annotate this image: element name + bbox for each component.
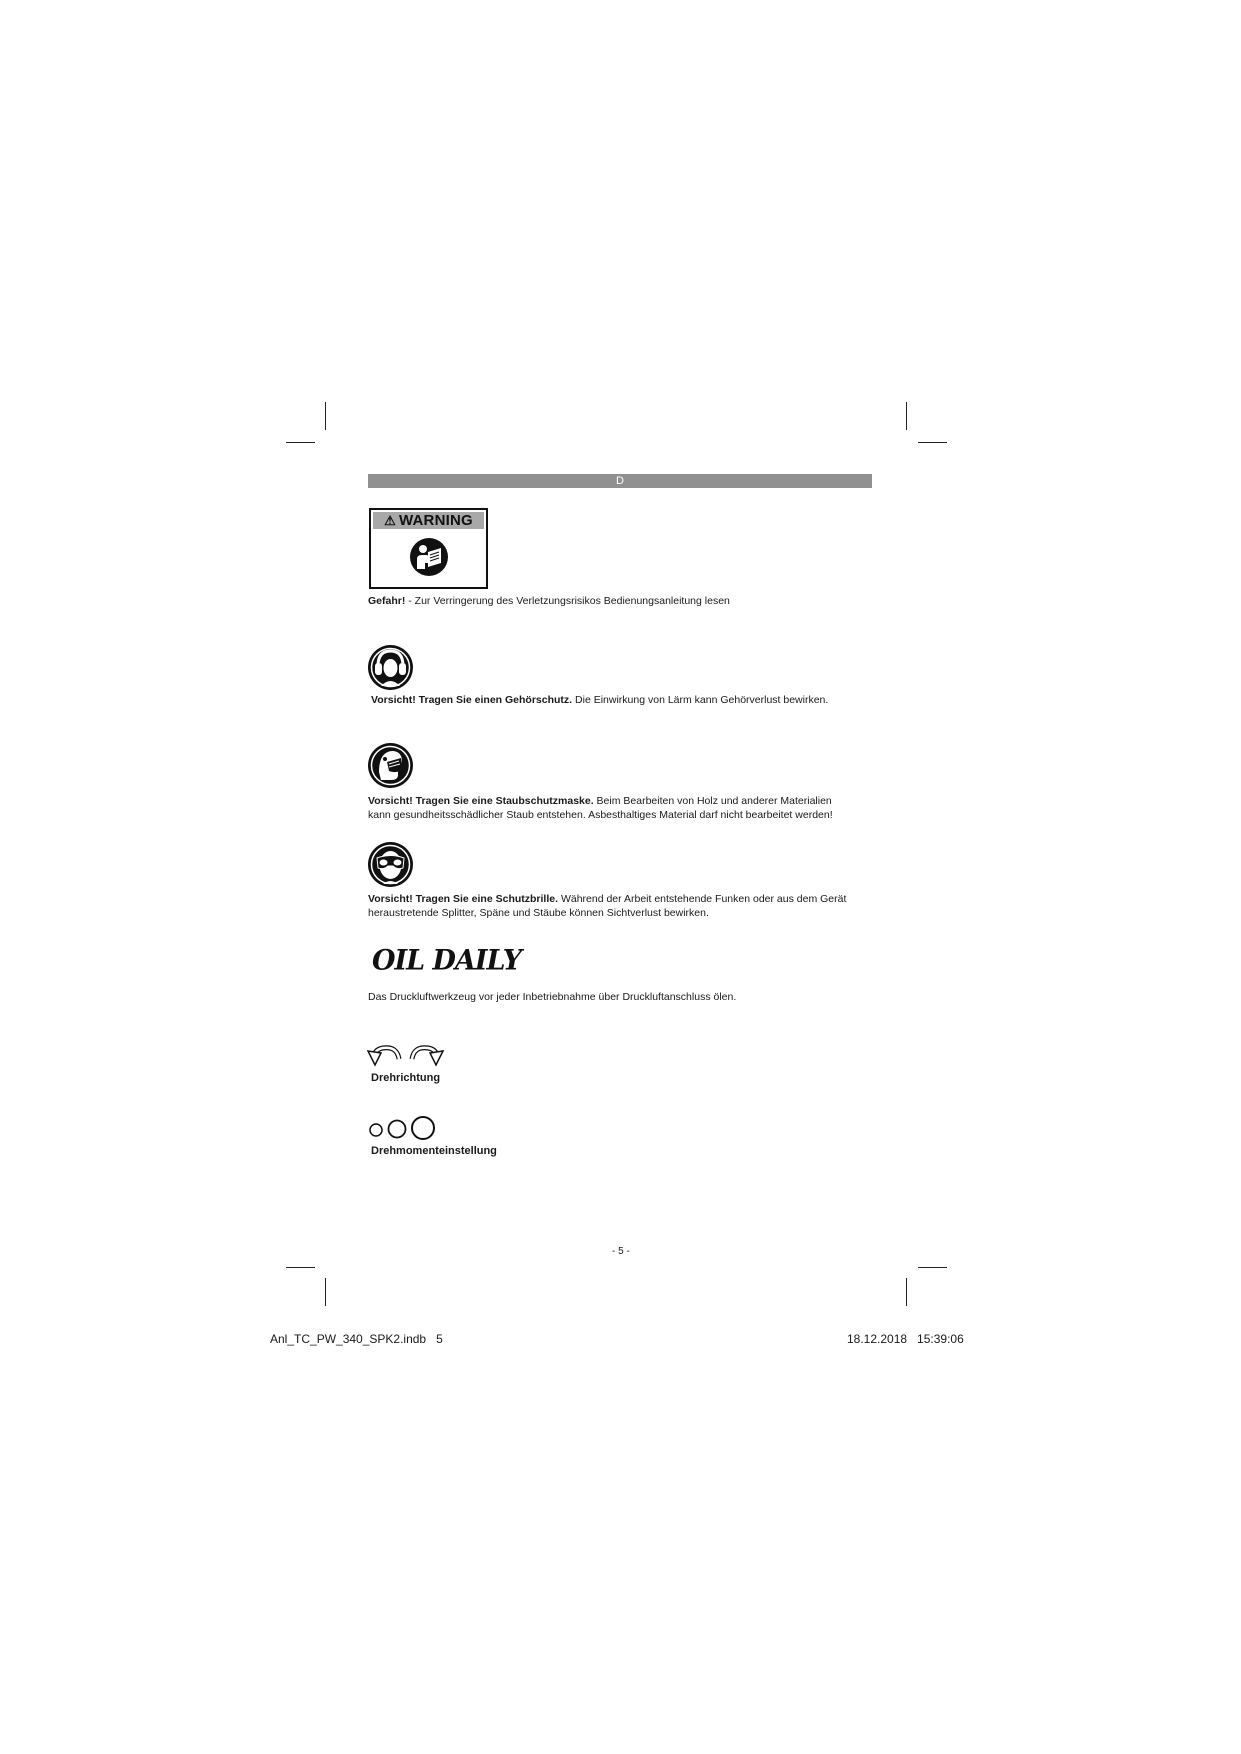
danger-text: [368, 595, 730, 609]
crop-mark-top-left-horizontal: [286, 442, 315, 443]
dust-mask-icon: [367, 742, 414, 789]
goggles-text: [368, 893, 846, 920]
warning-label-header: [373, 512, 484, 529]
safety-goggles-icon: [367, 841, 414, 888]
ear-protection-icon: [367, 644, 414, 691]
crop-mark-bottom-right-horizontal: [918, 1267, 947, 1268]
crop-mark-top-left-vertical: [325, 402, 326, 430]
danger-bold: Gefahr!: [368, 595, 406, 607]
crop-mark-top-right-vertical: [906, 402, 907, 430]
dust-mask-text: [368, 795, 833, 822]
page-number: - 5 -: [612, 1246, 630, 1257]
crop-mark-bottom-left-horizontal: [286, 1267, 315, 1268]
goggles-bold: Vorsicht! Tragen Sie eine Schutzbrille.: [368, 893, 559, 905]
read-manual-icon: [409, 537, 449, 577]
oil-daily-logo: OIL DAILY: [372, 944, 522, 977]
language-header-bar: [368, 474, 872, 488]
goggles-body-1: Während der Arbeit entstehende Funken oder aus dem Gerät: [558, 893, 847, 905]
crop-mark-bottom-left-vertical: [325, 1278, 326, 1306]
warning-label: [369, 508, 488, 589]
crop-mark-top-right-horizontal: [918, 442, 947, 443]
crop-mark-bottom-right-vertical: [906, 1278, 907, 1306]
danger-body: - Zur Verringerung des Verletzungsrisikos Bedienungsanleitung lesen: [405, 595, 730, 607]
oil-text: [368, 991, 736, 1005]
dust-mask-bold: Vorsicht! Tragen Sie eine Staubschutzmaske.: [368, 795, 594, 807]
hearing-bold: Vorsicht! Tragen Sie einen Gehörschutz.: [371, 694, 573, 706]
hearing-body: Die Einwirkung von Lärm kann Gehörverlust bewirken.: [572, 694, 829, 706]
footer-timestamp: 18.12.2018 15:39:06: [847, 1332, 964, 1346]
hearing-text: [371, 694, 828, 708]
rotation-label: Drehrichtung: [371, 1072, 441, 1084]
footer-file-name: Anl_TC_PW_340_SPK2.indb 5: [270, 1332, 443, 1346]
warning-title: WARNING: [398, 512, 473, 529]
warning-triangle-icon: ⚠: [384, 513, 396, 528]
language-code: D: [616, 475, 624, 487]
oil-body: Das Druckluftwerkzeug vor jeder Inbetriebnahme über Druckluftanschluss ölen.: [368, 991, 737, 1003]
dust-mask-body-1: Beim Bearbeiten von Holz und anderer Materialien: [593, 795, 832, 807]
dust-mask-body-2: kann gesundheitsschädlicher Staub entstehen. Asbesthaltiges Material darf nicht bearbeitet werden!: [368, 808, 833, 821]
rotation-arrows-icon: [367, 1041, 445, 1069]
torque-circles-icon: [368, 1115, 438, 1141]
goggles-body-2: heraustretende Splitter, Späne und Stäube können Sichtverlust bewirken.: [368, 906, 709, 919]
torque-label: Drehmomenteinstellung: [371, 1145, 497, 1157]
